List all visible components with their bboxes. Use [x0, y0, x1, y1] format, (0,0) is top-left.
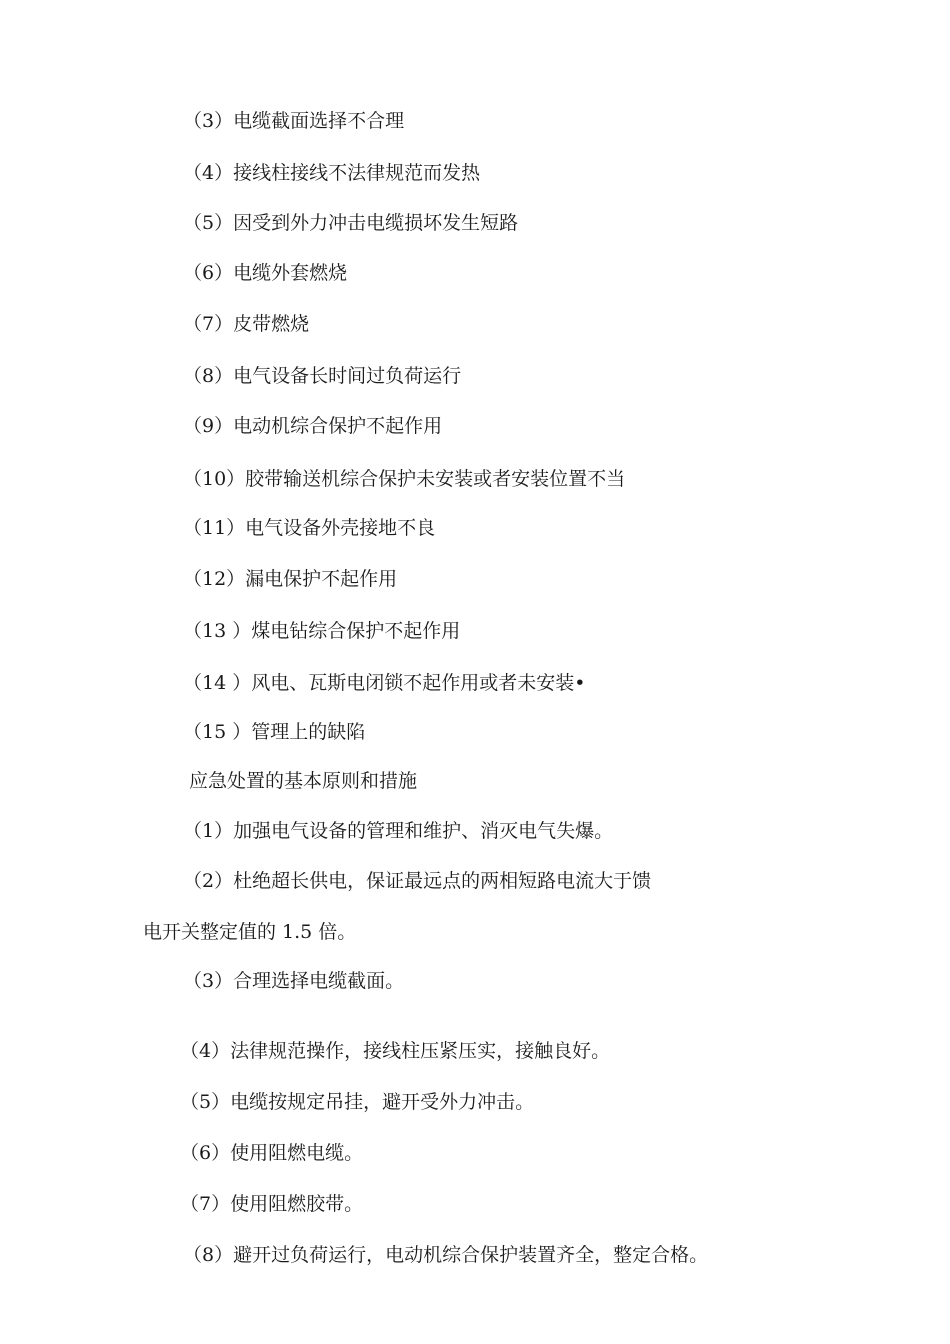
text-line: （6）使用阻燃电缆。 — [180, 1142, 364, 1164]
text-line: （7）皮带燃烧 — [183, 313, 310, 335]
text-line: （13 ）煤电钻综合保护不起作用 — [183, 620, 461, 642]
text-line: （15 ）管理上的缺陷 — [183, 721, 366, 743]
text-line: （3）电缆截面选择不合理 — [183, 110, 405, 132]
text-line: （1）加强电气设备的管理和维护、消灭电气失爆。 — [183, 820, 614, 842]
text-line: （7）使用阻燃胶带。 — [180, 1193, 364, 1215]
text-line: （4）法律规范操作，接线柱压紧压实，接触良好。 — [180, 1040, 611, 1062]
text-line: （5）电缆按规定吊挂，避开受外力冲击。 — [180, 1091, 535, 1113]
text-line: 电开关整定值的 1.5 倍。 — [143, 921, 357, 943]
text-line: （2）杜绝超长供电，保证最远点的两相短路电流大于馈 — [183, 870, 652, 892]
text-line: （8）避开过负荷运行，电动机综合保护装置齐全，整定合格。 — [183, 1244, 709, 1266]
text-line: （4）接线柱接线不法律规范而发热 — [183, 162, 481, 184]
text-line: （11）电气设备外壳接地不良 — [183, 517, 436, 539]
section-heading: 应急处置的基本原则和措施 — [189, 770, 418, 792]
text-line: （12）漏电保护不起作用 — [183, 568, 398, 590]
text-line: （10）胶带输送机综合保护未安装或者安装位置不当 — [183, 468, 626, 490]
text-line: （9）电动机综合保护不起作用 — [183, 415, 443, 437]
text-line: （6）电缆外套燃烧 — [183, 262, 348, 284]
text-line: （5）因受到外力冲击电缆损坏发生短路 — [183, 212, 519, 234]
text-line: （3）合理选择电缆截面。 — [183, 970, 405, 992]
text-line: （8）电气设备长时间过负荷运行 — [183, 365, 462, 387]
text-line: （14 ）风电、瓦斯电闭锁不起作用或者未安装• — [183, 672, 586, 694]
